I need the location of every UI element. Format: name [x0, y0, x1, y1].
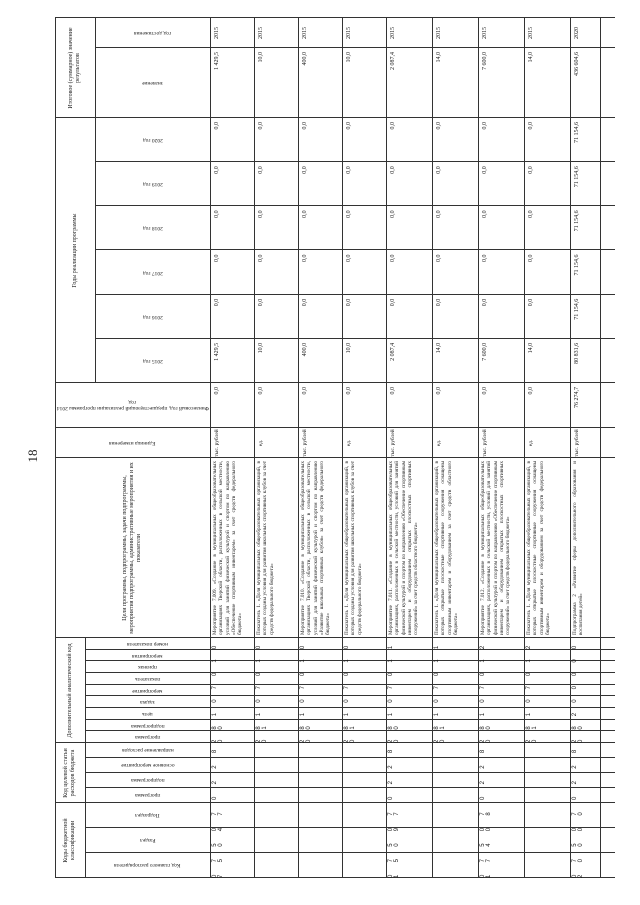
row-name: Подпрограмма 2 «Развитие сферы дополнительного образования и воспитания детей»	[572, 461, 585, 635]
row-extra-digits: 2 8 1 0 7 0 1 2 0 1	[526, 641, 538, 743]
row-year-value: 0,0	[214, 210, 220, 218]
row-year-value: 0,0	[346, 254, 352, 263]
row-year-value: 0,0	[528, 298, 534, 307]
row-name: Показатель 1. «Доля муниципальных общеобразовательных организаций, в которых открытые плоскостные спортивные сооружения оснащены спортивным инвентарем и оборудованием за счет средств федерального бюджета»	[526, 461, 551, 635]
header-budget-col-text: Подраздел	[135, 812, 160, 819]
row-year-value: 0,0	[302, 210, 308, 218]
row-fin-value: 0,0	[258, 387, 264, 395]
row-final-value: 1 429,5	[214, 52, 220, 70]
rotated-table-page	[55, 18, 615, 878]
row-name: Показатель 1. «Доля муниципальных общеобразовательных организаций, в которых созданы условия для развития школьных спортивных клубов за счет средств федерального бюджета»	[344, 461, 363, 635]
row-fin-value: 0,0	[482, 387, 488, 395]
table-rule	[55, 18, 56, 878]
row-year-value: 14,0	[436, 342, 442, 354]
header-extra-col	[85, 720, 210, 732]
row-year-value: 71 154,6	[574, 298, 580, 320]
header-extra-col	[85, 696, 210, 708]
row-final-value: 14,0	[528, 52, 534, 63]
row-year-value: 71 154,6	[574, 210, 580, 232]
header-budget-col-text: Раздел	[139, 837, 156, 844]
row-fin-value: 0,0	[214, 387, 220, 395]
row-name: Мероприятие 7.011. «Создание в муниципальных общеобразовательных организациях, расположенных в сельской местности, условий для занятий физической культурой и спортом по направлению «Обеспечение спортивным инвентарем и оборудованием открытых плоскостных спортивных сооружений» за счет средств областного бюджета»	[388, 461, 420, 635]
row-year-value: 0,0	[390, 298, 396, 307]
row-name: Мероприятие 7.012. «Создание в муниципальных общеобразовательных организациях, расположенных в сельской местности, условий для занятий физической культурой и спортом по направлению «Обеспечение спортивным инвентарем и оборудованием открытых плоскостных спортивных сооружений» за счет средств федерального бюджета»	[480, 461, 512, 635]
header-target-col	[85, 788, 210, 803]
row-code-digits: 0 7 5 0 7 0 2 2 8 2 0 0 0 0	[572, 744, 584, 878]
header-year-text: 2019 год	[142, 181, 163, 188]
header-year	[95, 339, 210, 383]
row-final-year: 2015	[214, 27, 220, 39]
header-extra-col	[85, 708, 210, 720]
row-fin-value: 0,0	[436, 387, 442, 395]
header-extra-col-text: программа	[134, 734, 161, 741]
program-table	[55, 18, 615, 878]
row-extra-digits: 2 8 1 0 7 0 1 0 0 1	[256, 641, 268, 743]
row-final-value: 436 604,6	[574, 52, 580, 76]
row-budget-codes	[342, 743, 386, 878]
header-year	[95, 295, 210, 339]
row-unit: ед.	[528, 439, 534, 447]
row-fin-value: 0,0	[528, 387, 534, 395]
header-extra-col-text: задача	[140, 699, 155, 706]
row-year-value: 0,0	[436, 210, 442, 218]
row-budget-codes	[254, 743, 298, 878]
row-year-value: 0,0	[214, 298, 220, 307]
row-year-value: 0,0	[346, 210, 352, 218]
row-code-digits: 0 7 5 0 7 0 2 2 8 1 5 0 9 7	[388, 744, 400, 878]
page-number: 18	[25, 449, 40, 463]
header-final-year-text: год достижения	[134, 30, 171, 36]
row-year-value: 1 429,5	[214, 342, 220, 361]
row-extra-digits: 2 8 1 0 7 0 1 1 0 0	[388, 641, 400, 743]
row-extra-digits: 2 8 1 0 7 0 1 0 0 1	[344, 641, 356, 743]
row-fin-value: 0,0	[390, 387, 396, 395]
header-extra-code: Дополнительный аналитический код	[66, 643, 73, 738]
row-budget-codes	[298, 743, 342, 878]
row-name: Мероприятие 7.009. «Создание в муниципальных общеобразовательных организациях Тверской области, расположенных в сельской местности, условий для занятий физической культурой и спортом по направлению «Обеспечение спортивным инвентарем» за счет средств федерального бюджета»	[212, 461, 244, 635]
header-final-value-text: значение	[142, 80, 163, 86]
row-extra-code	[478, 638, 524, 743]
row-budget-codes	[524, 743, 570, 878]
row-year-value: 0,0	[346, 298, 352, 307]
row-extra-digits: 2 8 2 0 0 0 0 0 0 0	[572, 641, 584, 743]
row-budget-codes	[432, 743, 478, 878]
header-target-col	[85, 773, 210, 788]
row-year-value: 71 154,6	[574, 122, 580, 144]
row-final-year: 2015	[390, 27, 396, 39]
row-code-digits: 0 7 5 0 7 0 2 2 8 7 5 0 4 7	[212, 744, 224, 878]
row-year-value: 0,0	[528, 166, 534, 174]
row-final-value: 10,0	[346, 52, 352, 63]
row-extra-code	[386, 638, 432, 743]
header-year-text: 2016 год	[142, 313, 163, 320]
row-fin-value: 0,0	[346, 387, 352, 395]
header-extra-col-text: цель	[142, 710, 153, 717]
row-year-value: 0,0	[214, 166, 220, 174]
row-year-value: 0,0	[482, 298, 488, 307]
header-extra-col	[85, 638, 210, 650]
header-target-col-text: подпрограмма	[130, 777, 165, 784]
row-unit: тыс. рублей	[574, 429, 580, 457]
row-year-value: 0,0	[528, 210, 534, 218]
row-year-value: 0,0	[528, 254, 534, 263]
header-final-value	[95, 48, 210, 118]
row-extra-code	[432, 638, 478, 743]
row-budget-codes	[478, 743, 524, 878]
row-extra-digits: 2 8 1 0 7 0 1 0 0 0	[212, 641, 224, 743]
header-fin-year	[55, 383, 210, 428]
row-year-value: 400,0	[302, 342, 308, 357]
header-budget-codes: Коды бюджетной классификации	[63, 818, 76, 863]
header-extra-col	[85, 673, 210, 685]
row-final-year: 2015	[346, 27, 352, 39]
header-target-col	[85, 743, 210, 758]
header-unit	[55, 428, 210, 458]
row-fin-value: 76 274,7	[574, 387, 580, 408]
row-year-value: 0,0	[302, 166, 308, 174]
row-year-value: 0,0	[482, 254, 488, 263]
header-year	[95, 251, 210, 295]
header-year-text: 2017 год	[142, 269, 163, 276]
header-extra-col	[85, 685, 210, 697]
header-extra-col-text: признак	[138, 664, 157, 671]
row-extra-digits: 2 8 1 0 7 0 1 1 0 1	[434, 641, 446, 743]
header-extra-col	[85, 731, 210, 743]
row-year-value: 0,0	[436, 122, 442, 130]
row-budget-codes	[570, 743, 600, 878]
header-year-text: 2018 год	[142, 225, 163, 232]
header-year	[95, 206, 210, 250]
row-year-value: 0,0	[346, 122, 352, 130]
row-year-value: 0,0	[258, 298, 264, 307]
row-year-value: 0,0	[302, 122, 308, 130]
header-year	[95, 118, 210, 162]
row-year-value: 0,0	[436, 298, 442, 307]
row-final-year: 2020	[574, 27, 580, 39]
header-year-text: 2015 год	[142, 357, 163, 364]
row-final-year: 2015	[436, 27, 442, 39]
row-year-value: 0,0	[390, 210, 396, 218]
row-fin-value: 0,0	[302, 387, 308, 395]
row-final-value: 400,0	[302, 52, 308, 66]
row-code-digits: 0 7 5 0 7 0 2 2 8 1 7 4 0 8	[480, 744, 492, 878]
row-year-value: 2 087,4	[390, 342, 396, 361]
header-extra-col-text: показатель	[134, 675, 161, 682]
row-extra-digits: 2 8 1 0 7 0 1 0 0 0	[300, 641, 312, 743]
row-year-value: 0,0	[258, 122, 264, 130]
row-year-value: 0,0	[528, 122, 534, 130]
header-unit-text: Единица измерения	[109, 440, 156, 446]
row-name: Показатель 1. «Доля муниципальных общеобразовательных организаций, в которых созданы условия для развития школьных спортивных клубов за счет средств федерального бюджета»	[256, 461, 275, 635]
row-year-value: 10,0	[346, 342, 352, 354]
row-final-value: 2 087,4	[390, 52, 396, 70]
header-extra-col	[85, 650, 210, 662]
row-final-year: 2015	[482, 27, 488, 39]
header-target-article: Код целевой статьи расходов бюджета	[63, 748, 76, 798]
header-budget-col	[85, 803, 210, 828]
header-year-text: 2020 год	[142, 137, 163, 144]
row-extra-code	[254, 638, 298, 743]
row-name: Мероприятие 7.010. «Создание в муниципальных общеобразовательных организациях Тверской области, расположенных в сельской местности, условий для занятий физической культурой и спортом по направлению «Развитие школьных спортивных клубов» за счет средств федерального бюджета»	[300, 461, 332, 635]
header-name: Цели программы, подпрограммы, задачи подпрограммы, мероприятия подпрограммы, административные мероприятия и их показатели	[122, 462, 142, 634]
row-year-value: 14,0	[528, 342, 534, 354]
row-unit: ед.	[436, 439, 442, 447]
header-target-col-text: основное мероприятие	[120, 762, 175, 769]
row-extra-code	[524, 638, 570, 743]
row-extra-code	[342, 638, 386, 743]
row-name: Показатель 1. «Доля муниципальных общеобразовательных организаций, в которых открытые плоскостные спортивные сооружения оснащены спортивным инвентарем и оборудованием за счет средств областного бюджета»	[434, 461, 459, 635]
row-year-value: 0,0	[482, 122, 488, 130]
row-final-year: 2015	[258, 27, 264, 39]
header-budget-col	[85, 853, 210, 878]
header-extra-col-text: подпрограмма	[130, 722, 165, 729]
row-year-value: 7 600,0	[482, 342, 488, 361]
row-final-value: 7 600,0	[482, 52, 488, 70]
row-year-value: 0,0	[258, 210, 264, 218]
row-budget-codes	[386, 743, 432, 878]
row-year-value: 71 154,6	[574, 166, 580, 188]
header-years-group: Годы реализации программы	[71, 213, 78, 288]
header-target-col	[85, 758, 210, 773]
row-year-value: 0,0	[436, 166, 442, 174]
header-extra-col-text: мероприятия	[132, 652, 163, 659]
row-year-value: 0,0	[390, 254, 396, 263]
row-year-value: 0,0	[390, 122, 396, 130]
row-extra-code	[570, 638, 600, 743]
row-extra-code	[298, 638, 342, 743]
row-year-value: 71 154,6	[574, 254, 580, 276]
row-unit: тыс. рублей	[390, 429, 396, 457]
row-year-value: 0,0	[482, 166, 488, 174]
header-target-col-text: программа	[134, 792, 161, 799]
row-year-value: 0,0	[302, 254, 308, 263]
row-year-value: 0,0	[258, 254, 264, 263]
row-unit: ед.	[346, 439, 352, 447]
row-year-value: 0,0	[302, 298, 308, 307]
table-rule	[95, 18, 96, 383]
row-year-value: 0,0	[258, 166, 264, 174]
header-target-col-text: направление расходов	[121, 747, 174, 754]
row-year-value: 0,0	[390, 166, 396, 174]
header-extra-col	[85, 661, 210, 673]
row-year-value: 0,0	[346, 166, 352, 174]
row-year-value: 0,0	[482, 210, 488, 218]
header-final: Итоговое (суммарное) значение результатов	[68, 27, 81, 109]
row-unit: тыс. рублей	[482, 429, 488, 457]
header-budget-col	[85, 828, 210, 853]
row-final-year: 2015	[302, 27, 308, 39]
header-year	[95, 162, 210, 206]
row-extra-code	[210, 638, 254, 743]
row-year-value: 0,0	[214, 254, 220, 263]
header-budget-col-text: Код главного распорядителя	[114, 862, 181, 869]
row-unit: тыс. рублей	[302, 429, 308, 457]
row-final-value: 10,0	[258, 52, 264, 63]
header-extra-col-text: мероприятие	[132, 687, 163, 694]
header-extra-col-text: номер показателя	[127, 640, 168, 647]
row-final-year: 2015	[528, 27, 534, 39]
row-extra-digits: 2 8 1 0 7 0 1 2 0 0	[480, 641, 492, 743]
row-budget-codes	[210, 743, 254, 878]
row-year-value: 0,0	[214, 122, 220, 130]
header-final-year	[95, 18, 210, 48]
row-unit: тыс. рублей	[214, 429, 220, 457]
row-year-value: 10,0	[258, 342, 264, 354]
header-fin-year-text: Финансовый год, предшествующий реализации программы 2014 год	[56, 399, 209, 412]
table-rule	[600, 18, 601, 878]
row-final-value: 14,0	[436, 52, 442, 63]
row-year-value: 80 831,6	[574, 342, 580, 364]
row-unit: ед.	[258, 439, 264, 447]
table-rule	[85, 638, 86, 878]
row-year-value: 0,0	[436, 254, 442, 263]
